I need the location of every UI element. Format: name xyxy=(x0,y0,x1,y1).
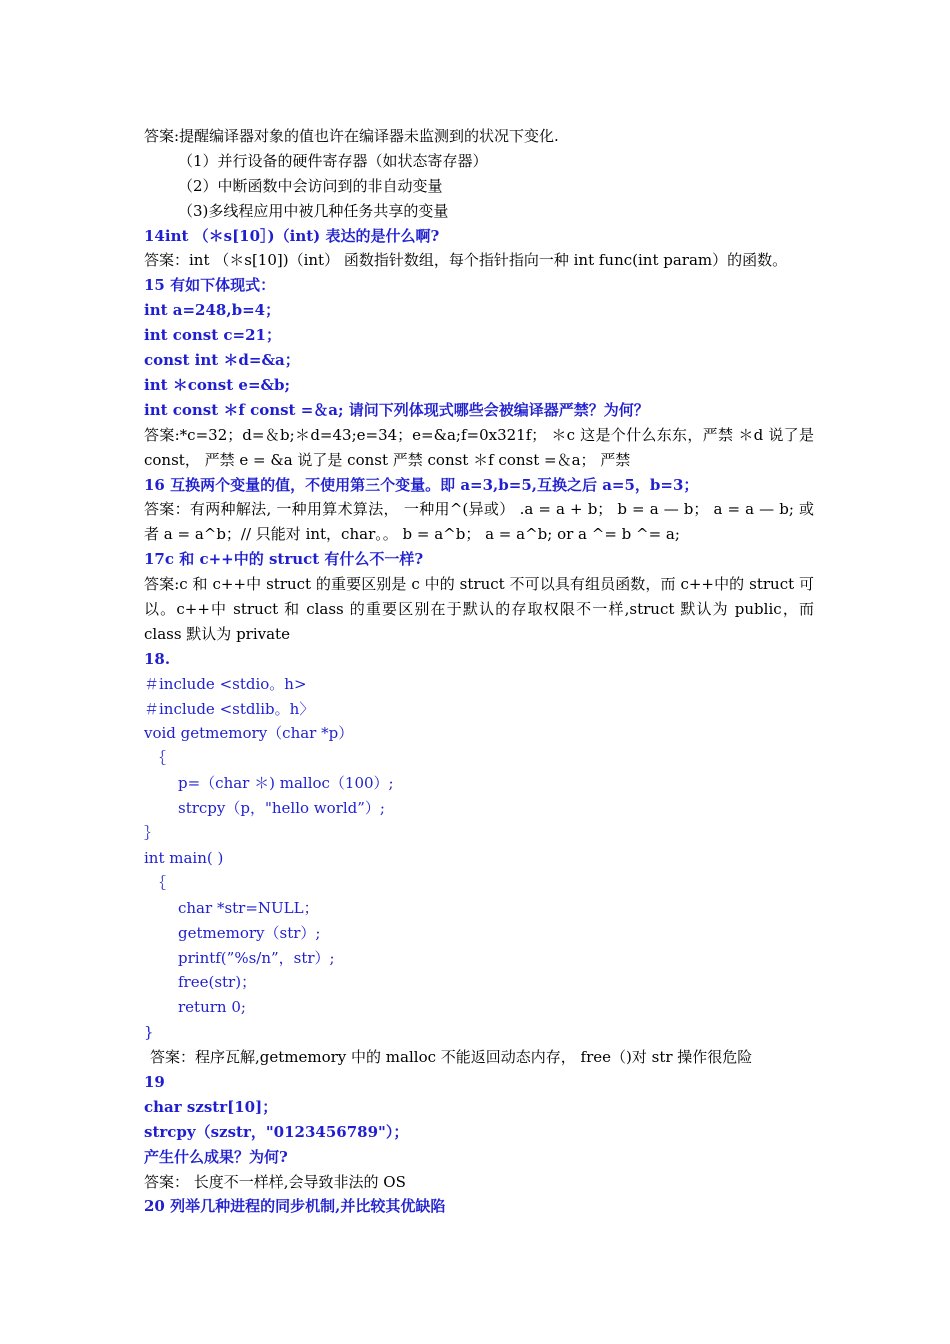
answer-item-1: （1）并行设备的硬件寄存器（如状态寄存器） xyxy=(178,151,488,170)
code-line: p=（char ＊) malloc（100）; xyxy=(178,774,394,793)
question-16: 16 互换两个变量的值，不使用第三个变量。即 a=3,b=5,互换之后 a=5，b=3； xyxy=(144,475,699,494)
code-line: getmemory（str）; xyxy=(178,923,321,942)
answer-15: 答案:*c=32；d=＆b;＊d=43;e=34；e=&a;f=0x321f； ＊c 这是个什么东东，严禁 ＊d 说了是 const， 严禁 e = &a 说了是 const 严禁 const ＊f const =＆a； 严禁 xyxy=(144,425,814,469)
answer-16: 答案：有两种解法, 一种用算术算法， 一种用^(异或） .a = a + b； b = a — b； a = a — b; 或者 a = a^b；// 只能对 int，char。。 b = a^b； a = a^b; or a ^= b ^= a; xyxy=(144,500,814,544)
question-20: 20 列举几种进程的同步机制,并比较其优缺陷 xyxy=(144,1197,446,1216)
answer-19: 答案： 长度不一样样,会导致非法的 OS xyxy=(144,1172,406,1191)
code-line: ＃include <stdio。h> xyxy=(144,674,307,693)
question-15-code-1: int a=248,b=4； xyxy=(144,301,281,320)
answer-17: 答案:c 和 c++中 struct 的重要区别是 c 中的 struct 不可以具有组员函数，而 c++中的 struct 可以。c++中 struct 和 class 的重要区别在于默认的存取权限不一样,struct 默认为 public，而 class 默认为 private xyxy=(144,575,814,643)
code-line: strcpy（p，"hello world”）; xyxy=(178,799,385,818)
question-15: 15 有如下体现式： xyxy=(144,276,276,295)
code-line: char *str=NULL； xyxy=(178,898,319,917)
question-19: 19 xyxy=(144,1072,165,1091)
answer-volatile: 答案:提醒编译器对象的值也许在编译器未监测到的状况下变化. xyxy=(144,127,559,145)
question-15-code-3: const int ＊d=&a； xyxy=(144,351,300,370)
answer-18: 答案：程序瓦解,getmemory 中的 malloc 不能返回动态内存， free（)对 str 操作很危险 xyxy=(150,1048,753,1067)
code-line: free(str)； xyxy=(178,973,257,992)
question-19-code-2: strcpy（szstr，"0123456789"）； xyxy=(144,1122,409,1141)
question-18-code xyxy=(144,672,814,1045)
question-15-code-4: int ＊const e=&b; xyxy=(144,375,291,394)
question-15-code-2: int const c=21； xyxy=(144,326,281,345)
code-line: ｛ xyxy=(151,873,167,892)
question-19-prompt: 产生什么成果？为何? xyxy=(144,1147,288,1166)
question-19-code-1: char szstr[10]； xyxy=(144,1097,278,1116)
question-15-code-5: int const ＊f const =＆a; 请问下列体现式哪些会被编译器严禁？为何？ xyxy=(144,400,649,419)
code-line: return 0; xyxy=(178,998,246,1017)
code-line: printf(”%s/n”，str）; xyxy=(178,948,335,967)
answer-item-3: （3)多线程应用中被几种任务共享的变量 xyxy=(178,201,449,220)
answer-14: 答案：int （＊s[10])（int） 函数指针数组，每个指针指向一种 int func(int param）的函数。 xyxy=(144,251,788,270)
question-17: 17c 和 c++中的 struct 有什么不一样? xyxy=(144,550,424,569)
question-18: 18. xyxy=(144,649,171,668)
code-line: void getmemory（char *p） xyxy=(144,724,354,743)
code-line: int main( ) xyxy=(144,848,224,867)
question-14: 14int （＊s[10］)（int) 表达的是什么啊? xyxy=(144,226,440,245)
answer-item-2: （2）中断函数中会访问到的非自动变量 xyxy=(178,176,443,195)
code-line: ｝ xyxy=(144,824,160,843)
code-line: ＃include <stdlib。h〉 xyxy=(144,699,315,718)
document-content xyxy=(144,124,814,1219)
code-line: } xyxy=(144,1023,154,1042)
code-line: ｛ xyxy=(151,749,167,768)
